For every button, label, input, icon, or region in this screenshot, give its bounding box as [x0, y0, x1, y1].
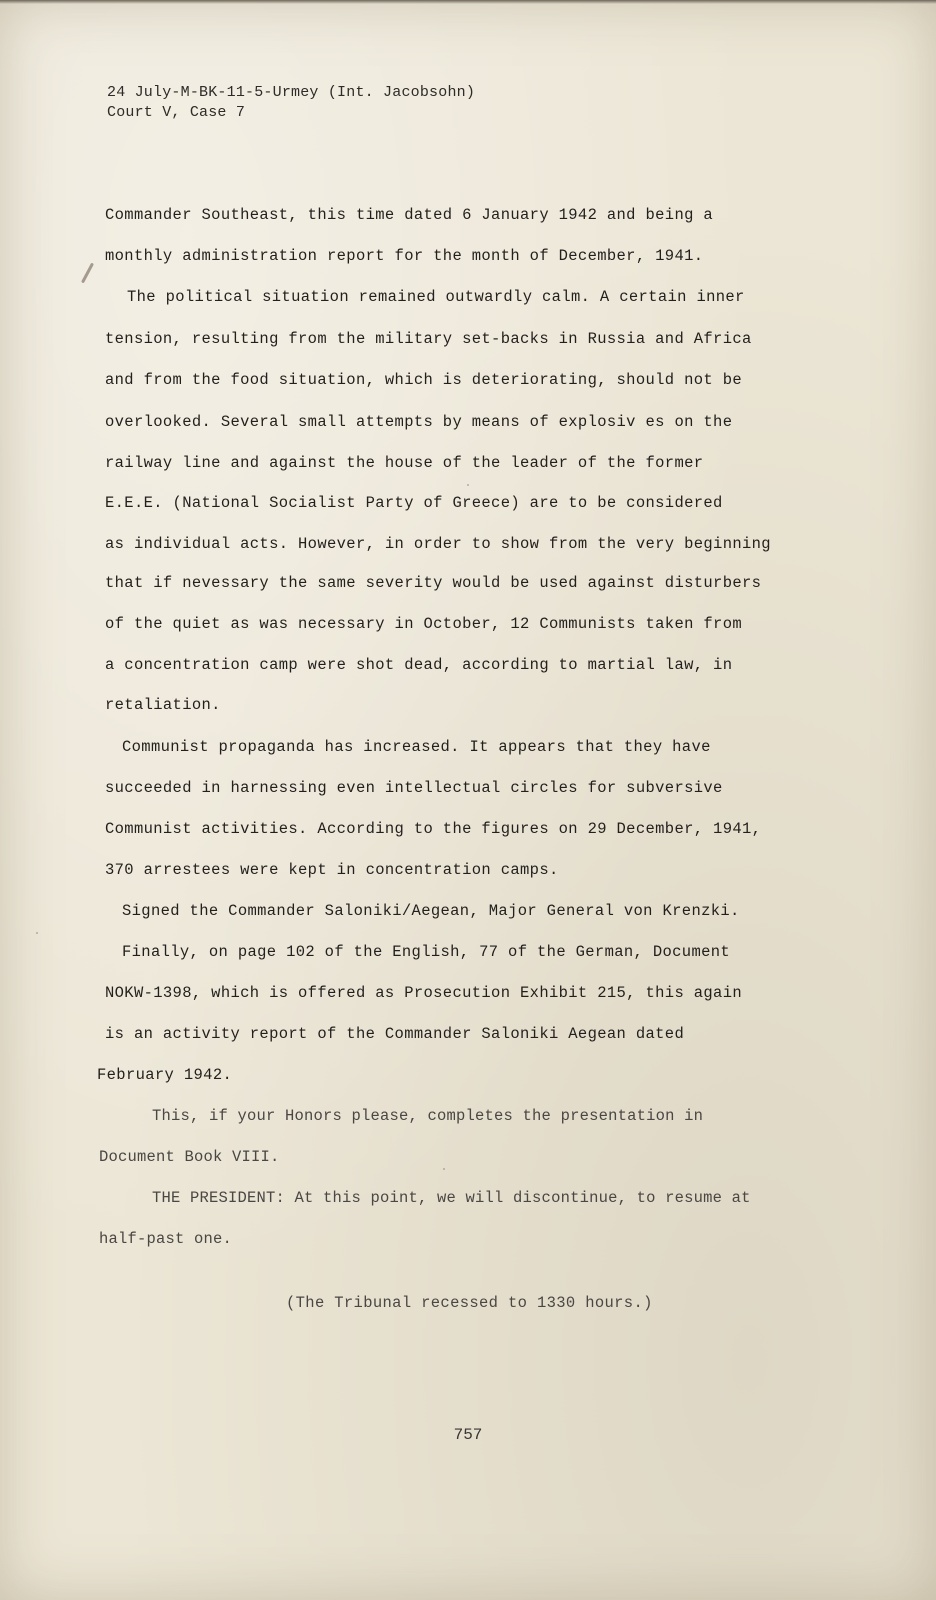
ink-speck [467, 484, 469, 486]
body-line: February 1942. [97, 1066, 233, 1084]
body-line: NOKW-1398, which is offered as Prosecution Exhibit 215, this again [105, 984, 742, 1002]
body-line: tension, resulting from the military set-backs in Russia and Africa [105, 330, 752, 348]
body-line: railway line and against the house of the leader of the former [105, 454, 704, 472]
body-line: retaliation. [105, 696, 221, 714]
body-line: succeeded in harnessing even intellectual circles for subversive [105, 779, 723, 797]
pencil-mark [81, 263, 94, 284]
body-line: a concentration camp were shot dead, according to martial law, in [105, 656, 733, 674]
body-line: 370 arrestees were kept in concentration camps. [105, 861, 559, 879]
body-line: Document Book VIII. [99, 1148, 280, 1166]
body-line: as individual acts. However, in order to show from the very beginning [105, 535, 771, 553]
body-line: Communist activities. According to the figures on 29 December, 1941, [105, 820, 762, 838]
header-reference-line: 24 July-M-BK-11-5-Urmey (Int. Jacobsohn) [107, 84, 476, 101]
body-line: Finally, on page 102 of the English, 77 of the German, Document [122, 943, 731, 961]
recess-note: (The Tribunal recessed to 1330 hours.) [286, 1294, 653, 1312]
body-line: monthly administration report for the month of December, 1941. [105, 247, 704, 265]
body-line: THE PRESIDENT: At this point, we will discontinue, to resume at [152, 1189, 751, 1207]
page-top-edge [0, 0, 936, 4]
body-line: Signed the Commander Saloniki/Aegean, Major General von Krenzki. [122, 902, 740, 920]
body-line: E.E.E. (National Socialist Party of Greece) are to be considered [105, 494, 723, 512]
body-line: The political situation remained outwardly calm. A certain inner [127, 288, 745, 306]
body-line: and from the food situation, which is deteriorating, should not be [105, 371, 742, 389]
header-court-line: Court V, Case 7 [107, 104, 246, 121]
body-line: overlooked. Several small attempts by means of explosiv es on the [105, 413, 733, 431]
body-line: is an activity report of the Commander Saloniki Aegean dated [105, 1025, 685, 1043]
ink-speck [36, 932, 38, 934]
body-line: Commander Southeast, this time dated 6 January 1942 and being a [105, 206, 714, 224]
body-line: Communist propaganda has increased. It appears that they have [122, 738, 711, 756]
body-line: that if nevessary the same severity would be used against disturbers [105, 574, 762, 592]
body-line: This, if your Honors please, completes the presentation in [152, 1107, 704, 1125]
body-line: half-past one. [99, 1230, 233, 1248]
body-line: of the quiet as was necessary in October, 12 Communists taken from [105, 615, 742, 633]
page-number: 757 [453, 1426, 483, 1444]
ink-speck [443, 1168, 445, 1170]
